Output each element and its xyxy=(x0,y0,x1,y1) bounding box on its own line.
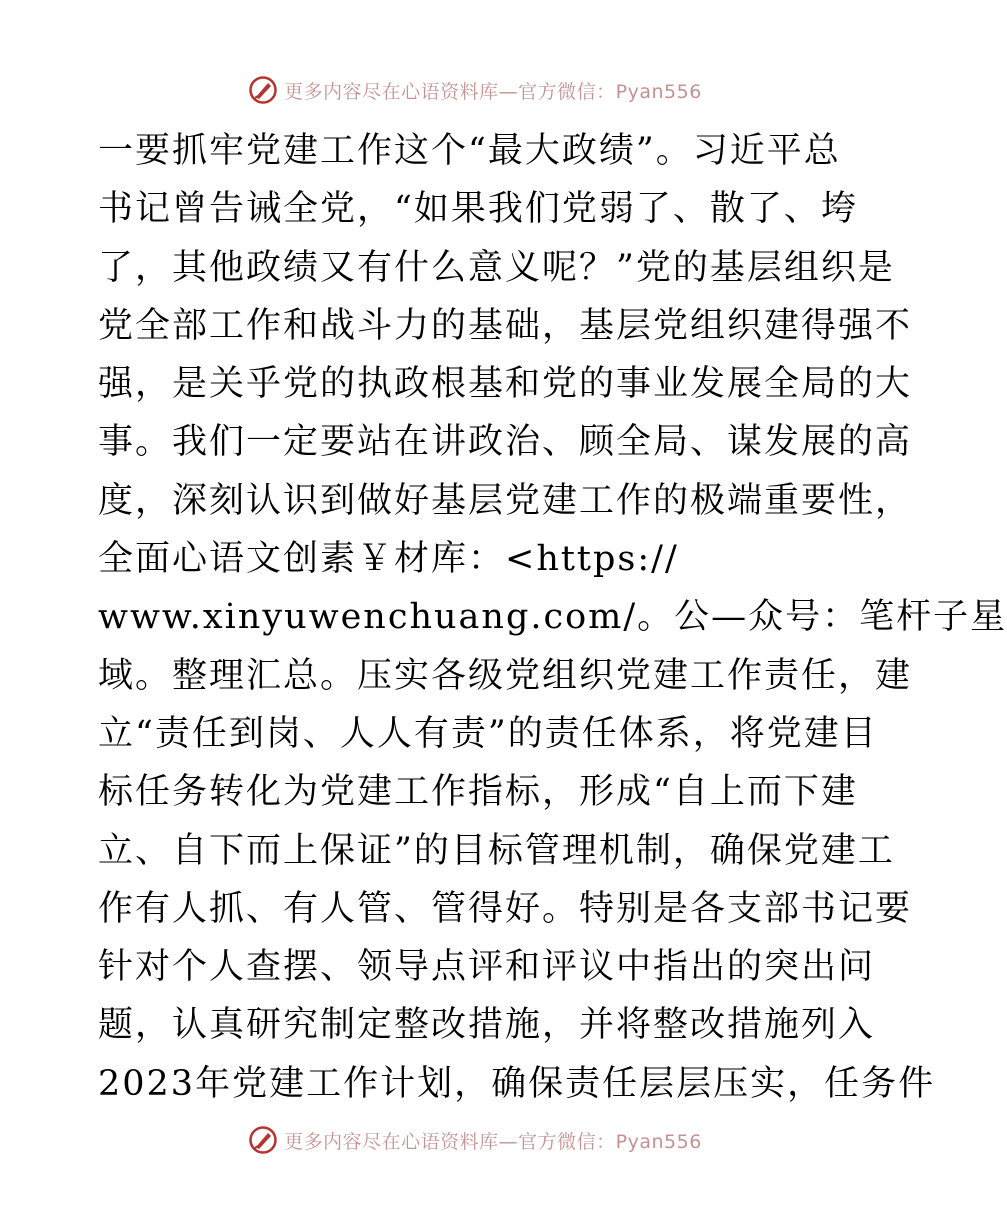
text-line: 党全部工作和战斗力的基础，基层党组织建得强不 xyxy=(98,305,913,346)
text-line: 2023年党建工作计划，确保责任层层压实，任务件 xyxy=(98,1063,936,1104)
text-line: 度，深刻认识到做好基层党建工作的极端重要性， xyxy=(98,480,913,521)
header-banner xyxy=(0,70,950,110)
text-line: 书记曾告诫全党，“如果我们党弱了、散了、垮 xyxy=(98,189,858,230)
text-line-link[interactable]: 全面心语文创素￥材库：<https:// xyxy=(98,539,679,580)
text-line: 作有人抓、有人管、管得好。特别是各支部书记要 xyxy=(98,888,913,929)
text-line: 题，认真研究制定整改措施，并将整改措施列入 xyxy=(98,1005,876,1046)
footer-banner-text: 更多内容尽在心语资料库—官方微信：Pyan556 xyxy=(284,1130,702,1153)
text-line: 事。我们一定要站在讲政治、顾全局、谋发展的高 xyxy=(98,422,913,463)
text-line: 域。整理汇总。压实各级党组织党建工作责任，建 xyxy=(98,655,913,696)
text-line-link[interactable]: www.xinyuwenchuang.com/。公—众号：笔杆子星 xyxy=(98,597,1007,638)
footer-banner xyxy=(0,1120,950,1160)
quill-pen-logo-icon xyxy=(248,1125,278,1155)
quill-pen-logo-icon xyxy=(248,75,278,105)
text-line: 一要抓牢党建工作这个“最大政绩”。习近平总 xyxy=(98,131,841,171)
document-body xyxy=(98,122,1007,1113)
text-line: 了，其他政绩又有什么意义呢？”党的基层组织是 xyxy=(98,247,895,288)
header-banner-text: 更多内容尽在心语资料库—官方微信：Pyan556 xyxy=(284,80,702,103)
text-line: 标任务转化为党建工作指标，形成“自上而下建 xyxy=(98,772,858,813)
text-line: 针对个人查摆、领导点评和评议中指出的突出问 xyxy=(98,947,876,988)
text-line: 立、自下而上保证”的目标管理机制，确保党建工 xyxy=(98,830,895,871)
text-line: 强，是关乎党的执政根基和党的事业发展全局的大 xyxy=(98,364,913,405)
text-line: 立“责任到岗、人人有责”的责任体系，将党建目 xyxy=(98,713,878,754)
